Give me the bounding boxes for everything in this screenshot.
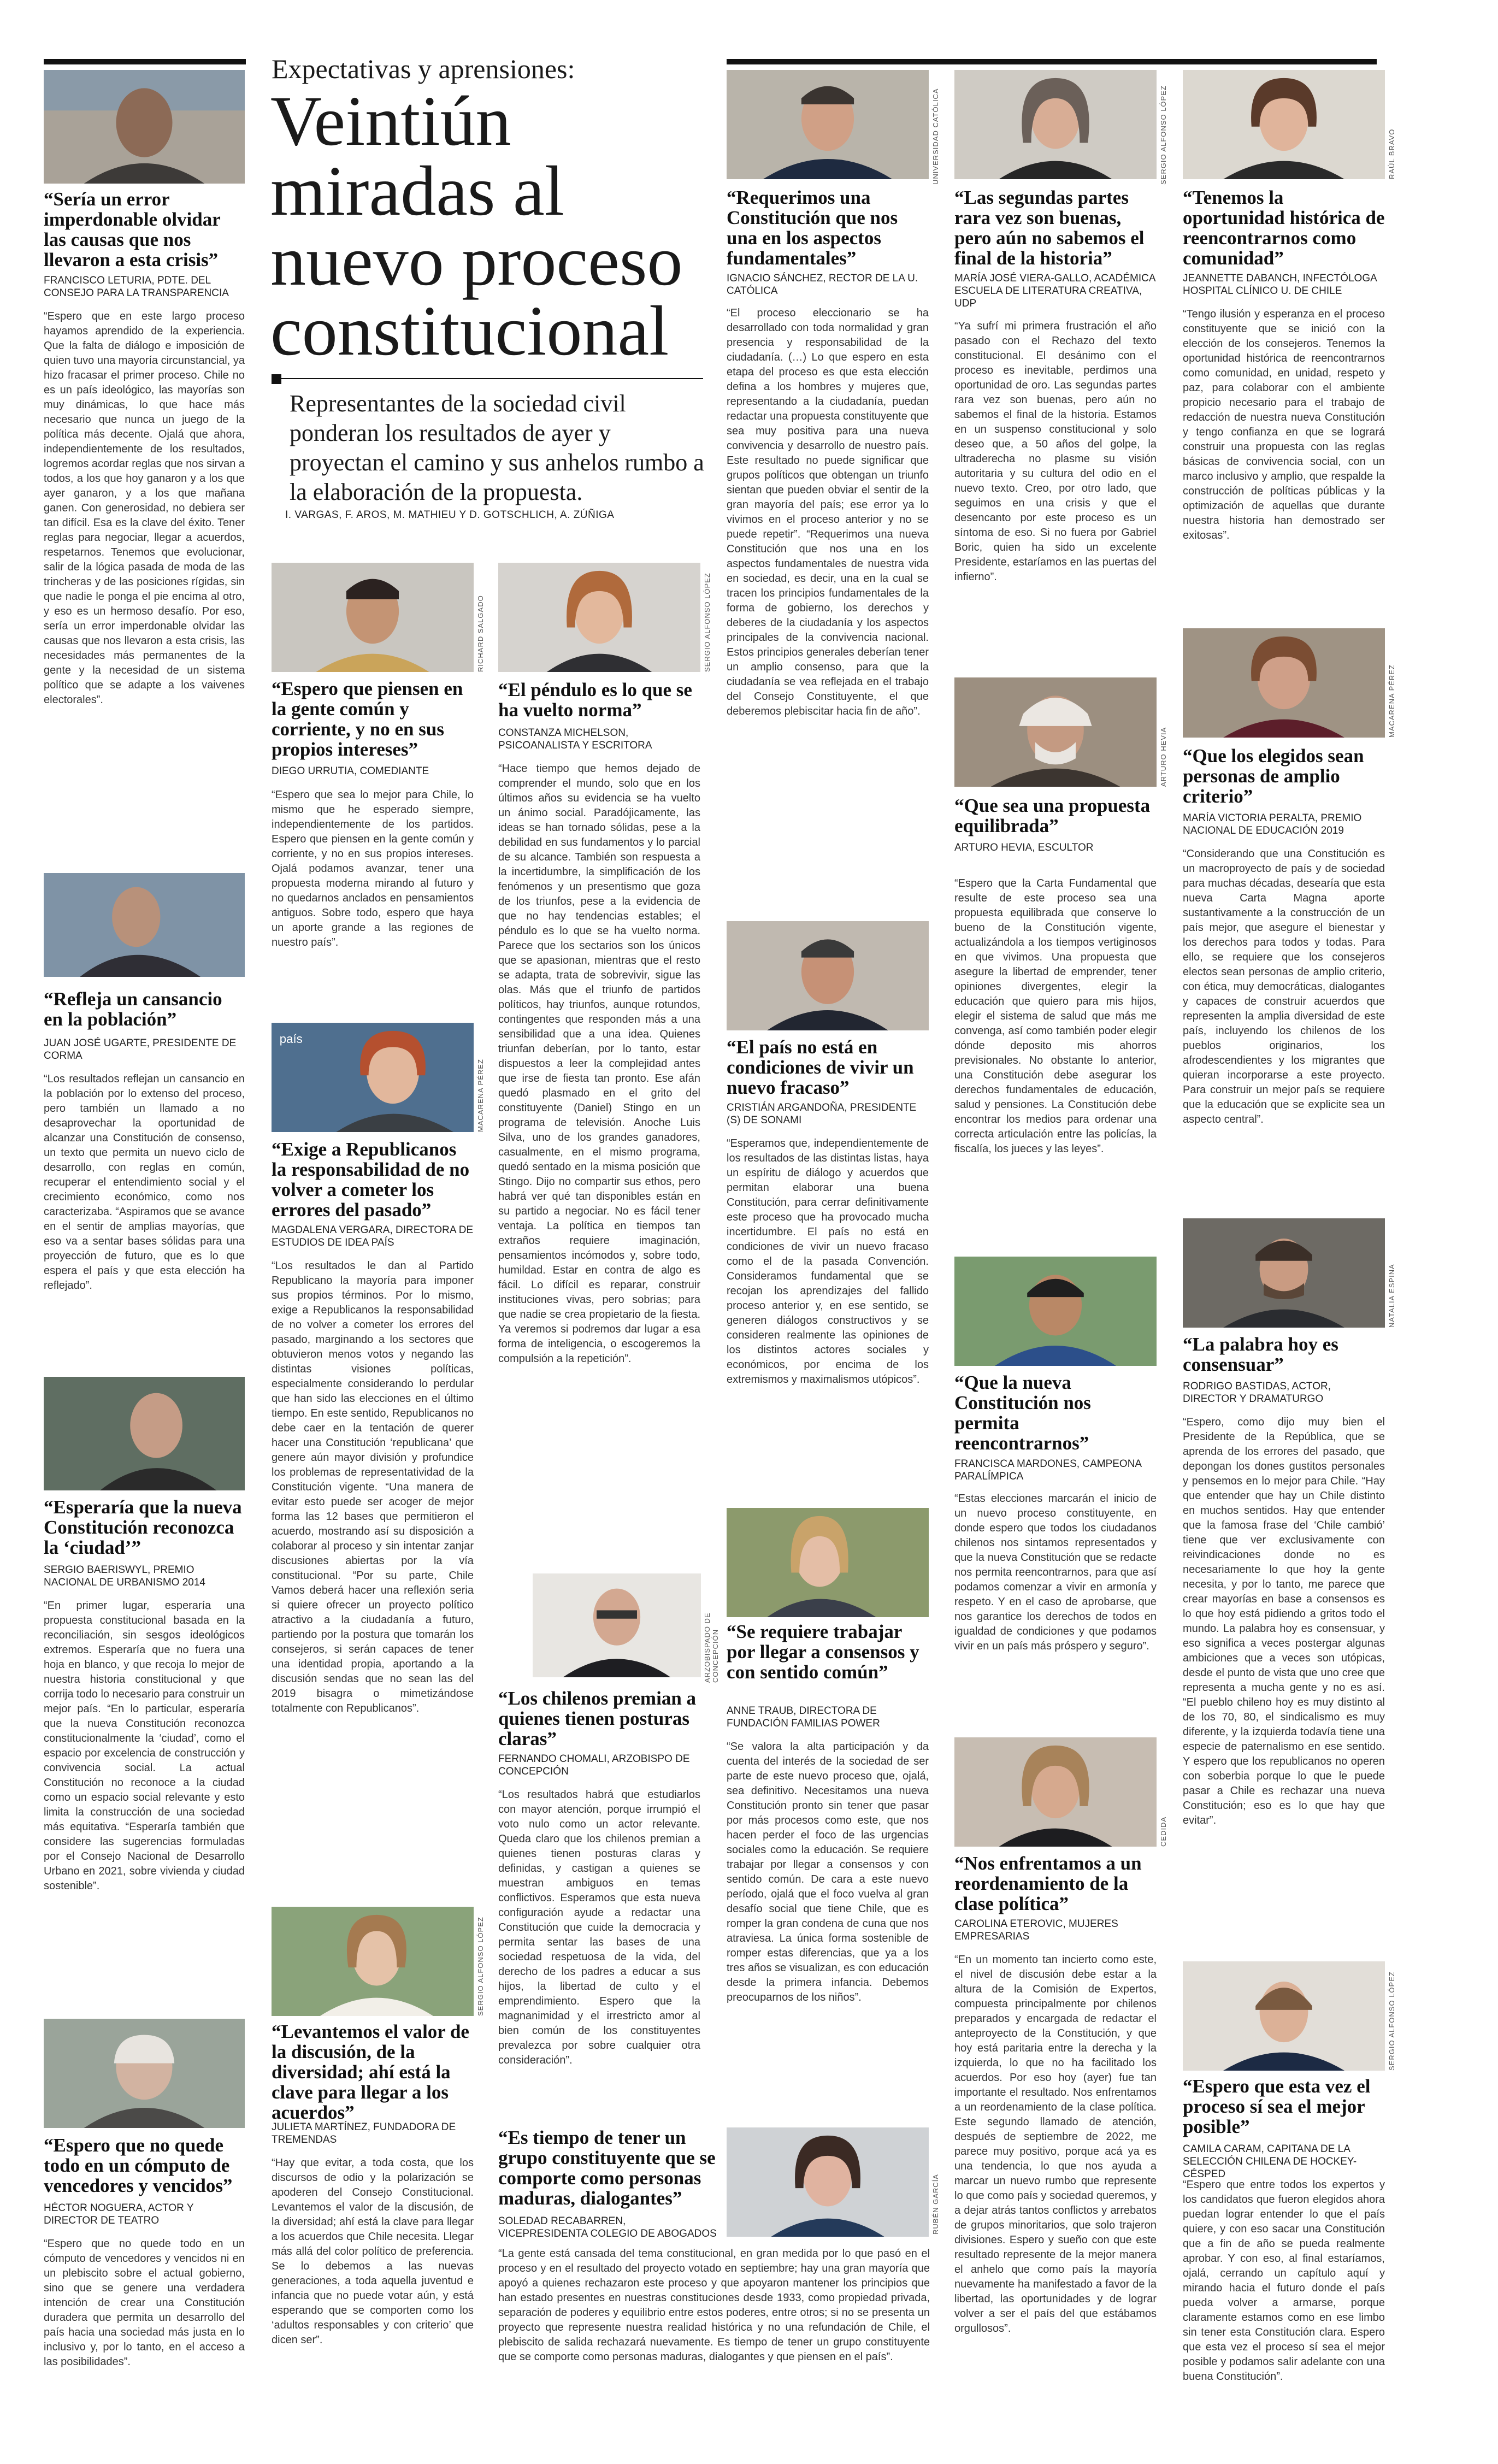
article-author: FRANCISCA MARDONES, CAMPEONA PARALÍMPICA (954, 1458, 1142, 1482)
article-quote: “Es tiempo de tener un grupo constituyente que se comporte como personas maduras, dialogantes” (498, 2127, 716, 2209)
article-quote: “El péndulo es lo que se ha vuelto norma” (498, 679, 692, 721)
article-body: “El proceso eleccionario se ha desarrollado con toda normalidad y gran presencia y responsabilidad de la ciudadanía. (…) Lo que espero en esta etapa del proceso es que esta elección defina a los hombres y mujeres que, representando a la ciudadanía, puedan redactar una propuesta constituyente que sea muy positiva para una nueva convivencia y desarrollo de nuestro país. Este resultado no puede significar que grupos políticos que obtengan un triunfo sientan que pueden obviar el sentir de la gran mayoría del país; ese error ya lo vivimos en el proceso anterior y no se puede repetir”. “Requerimos una nueva Constitución que nos una en los aspectos fundamentales de nuestra vida en sociedad, es decir, una en la cual se tracen los principios fundamentales de la forma de gobierno, los derechos y deberes de la ciudadanía y los aspectos principales de la convivencia nacional. Estos principios generales deberían tener un amplio consenso, para que la ciudadanía se vea reflejada en el trabajo del Consejo Constituyente, el que deberemos plebiscitar hacia fin de año”. (727, 307, 929, 717)
portrait-photo (1183, 628, 1385, 738)
article-quote: “Espero que esta vez el proceso sí sea el mejor posible” (1183, 2076, 1371, 2137)
headline-line: constitucional (270, 292, 669, 370)
article-author: DIEGO URRUTIA, COMEDIANTE (272, 765, 429, 777)
article-quote: “Se requiere trabajar por llegar a consensos y con sentido común” (727, 1621, 919, 1683)
article-body: “Espero que no quede todo en un cómputo de vencedores y vencidos ni en un plebiscito sobre el actual gobierno, sino que se genere una verdadera intención de crear una Constitución duradera que permita un desarrollo del país hacia una sociedad más justa en lo inclusivo y, por lo tanto, en el acceso a las posibilidades”. (44, 2238, 245, 2368)
byline: I. VARGAS, F. AROS, M. MATHIEU Y D. GOTSCHLICH, A. ZÚÑIGA (285, 509, 615, 521)
article-body: “Tengo ilusión y esperanza en el proceso constituyente que se inició con la elección de los consejeros. Tenemos la oportunidad histórica de reencontrarnos como comunidad, en unidad, respeto y paz, para colaborar con el ambiente propicio necesario para el trabajo de redacción de nuestra nueva Constitución y tengo confianza en que se logrará construir una propuesta con las reglas básicas de convivencia social, con un marco inclusivo y amplio, que respalde la construcción de políticas públicas y la optimización de aquellas que durante nuestra historia han demostrado ser exitosas”. (1183, 308, 1385, 541)
article-author: JULIETA MARTÍNEZ, FUNDADORA DE TREMENDAS (272, 2121, 456, 2145)
photo-credit: RUBÉN GARCÍA (931, 2174, 940, 2235)
portrait-photo (272, 1023, 474, 1132)
article-body: “Ya sufrí mi primera frustración el año pasado con el Rechazo del texto constitucional. El desánimo con el proceso es inevitable, perdimos una oportunidad de oro. Las segundas partes rara vez son buenas, pero aún no sabemos el final de la historia. Estamos en un suspenso constitucional y solo deseo que, a 50 años del golpe, la ultraderecha no plasme su visión autoritaria y su cultura del odio en el nuevo texto. Creo, por otro lado, que seguimos en una crisis y que el desencanto por este proceso es un síntoma de eso. Si no fuera por Gabriel Boric, quien ha sido un excelente Presidente, estaríamos en las puertas del infierno”. (954, 320, 1157, 583)
article-quote: “La palabra hoy es consensuar” (1183, 1334, 1338, 1375)
article-author: SERGIO BAERISWYL, PREMIO NACIONAL DE URBANISMO 2014 (44, 1564, 205, 1588)
article-body: “La gente está cansada del tema constitucional, en gran medida por lo que pasó en el proceso y en el resultado del proyecto votado en septiembre; hay una gran mayoría que apoyó a quienes rechazaron este proceso y que apoyaron mantener los principios que han estado presentes en nuestras constituciones desde 1933, como propiedad privada, separación de poderes y equilibrio entre estos poderes, entre otros; si no se presenta un proyecto que represente nuestra realidad histórica y no una refundación de Chile, el plebiscito de salida rechazará nuevamente. Es tiempo de tener un grupo constituyente que se comporte como personas maduras, dialogantes y que piensen en el país”. (498, 2248, 930, 2363)
photo-credit: UNIVERSIDAD CATÓLICA (931, 88, 940, 185)
article-quote: “Exige a Republicanos la responsabilidad de no volver a cometer los errores del pasado” (272, 1139, 470, 1221)
portrait-photo (272, 1907, 474, 2016)
article-body: “En primer lugar, esperaría una propuesta constitucional basada en la reconciliación, sin sesgos ideológicos extremos. Esperaría que no fuera una hoja en blanco, y que recoja lo mejor de nuestra historia constitucional y que corrija todo lo necesario para construir un mejor país. “En lo particular, esperaría que la nueva Constitución reconozca constitucionalmente la ‘ciudad’, como el espacio por excelencia de construcción y convivencia social. La actual Constitución no reconoce a la ciudad como un espacio social relevante y esto limita la construcción de una sociedad más equitativa. “Esperaría también que considere las sugerencias formuladas por el Consejo Nacional de Desarrollo Urbano en 2021, sobre vivienda y ciudad sostenible”. (44, 1600, 245, 1892)
portrait-photo (727, 921, 929, 1030)
headline-line: miradas al (270, 152, 564, 231)
portrait-photo (727, 1508, 929, 1617)
article-body: “Espero que en este largo proceso hayamos aprendido de la experiencia. Que la falta de diálogo e imposición de quien tuvo una mayoría circunstancial, ya hizo fracasar el primer proceso. Chile no es un país ideológico, las mayorías son muy dinámicas, lo que hace más necesario que nunca un juego de la política más decente. Ojalá que ahora, independientemente de los resultados, logremos acordar reglas que nos sirvan a todos, a los que hoy ganaron y a los que ayer ganaron, y a los que mañana ganen. Con generosidad, no debiera ser tan difícil. Esa es la clave del éxito. Tener reglas para negociar, llegar a acuerdos, respetarnos. Tenemos que evolucionar, salir de la lógica pasada de moda de las trincheras y de las posiciones rígidas, sin que nadie le ponga el pie encima al otro, y eso es un hermoso desafío. Por eso, sería un error imperdonable olvidar las causas que nos llevaron a esta crisis, las necesidades más permanentes de la gente y la necesidad de un sistema político que se adapte a los vaivenes electorales”. (44, 310, 245, 706)
photo-credit: SERGIO ALFONSO LÓPEZ (703, 573, 711, 672)
portrait-photo (272, 563, 474, 672)
article-quote: “Requerimos una Constitución que nos una en los aspectos fundamentales” (727, 187, 898, 269)
portrait-photo (1183, 70, 1385, 179)
article-quote: “Nos enfrentamos a un reordenamiento de la clase política” (954, 1853, 1142, 1914)
article-author: ANNE TRAUB, DIRECTORA DE FUNDACIÓN FAMILIAS POWER (727, 1705, 880, 1729)
standfirst-rule (272, 378, 703, 379)
portrait-photo (954, 1737, 1157, 1847)
article-author: MARÍA VICTORIA PERALTA, PREMIO NACIONAL DE EDUCACIÓN 2019 (1183, 812, 1362, 836)
article-quote: “Esperaría que la nueva Constitución reconozca la ‘ciudad’” (44, 1496, 242, 1558)
article-body: “Estas elecciones marcarán el inicio de un nuevo proceso constituyente, en donde espero que todos los ciudadanos chilenos nos sintamos representados y que la nueva Constitución que se redacte nos permita reencontrarnos, para que así podamos comenzar a vivir en armonía y respeto. Y en el caso de aprobarse, que nos garantice los derechos de todos en igualdad de condiciones y que podamos vivir en un país más próspero y seguro”. (954, 1493, 1157, 1652)
portrait-photo (954, 1257, 1157, 1366)
photo-credit: MACARENA PÉREZ (1388, 664, 1396, 738)
article-author: JUAN JOSÉ UGARTE, PRESIDENTE DE CORMA (44, 1038, 237, 1062)
article-author: FERNANDO CHOMALI, ARZOBISPO DE CONCEPCIÓN (498, 1753, 690, 1777)
portrait-photo (727, 2127, 929, 2237)
article-author: ARTURO HEVIA, ESCULTOR (954, 842, 1094, 853)
article-body: “Los resultados reflejan un cansancio en la población por lo extenso del proceso, pero también un llamado a no desaprovechar la oportunidad de alcanzar una Constitución de consenso, un texto que permita un nuevo ciclo de desarrollo, con reglas en común, recuperar el entendimiento social y el crecimiento económico, como nos caracterizaba. “Aspiramos que se avance en el sentir de amplias mayorías, que eso va a sentar bases sólidas para una proyección de futuro, que es lo que espera el país y que esta elección ha reflejado”. (44, 1073, 245, 1292)
portrait-photo (954, 677, 1157, 787)
article-body: “Hay que evitar, a toda costa, que los discursos de odio y la polarización se apoderen del Consejo Constitucional. Levantemos el valor de la discusión, de la diversidad; ahí está la clave para llegar a los acuerdos que Chile necesita. Llegar más allá del color político de preferencia. Se lo debemos a las nuevas generaciones, a toda aquella juventud e infancia que no puede votar aún, y está esperando que se comporten como los ‘adultos responsables y con criterio’ que dicen ser”. (272, 2157, 474, 2346)
article-quote: “Los chilenos premian a quienes tienen posturas claras” (498, 1688, 697, 1749)
portrait-photo (498, 563, 700, 672)
article-author: RODRIGO BASTIDAS, ACTOR, DIRECTOR Y DRAMATURGO (1183, 1381, 1331, 1405)
photo-credit: MACARENA PÉREZ (476, 1059, 485, 1132)
article-quote: “Las segundas partes rara vez son buenas, pero aún no sabemos el final de la historia” (954, 187, 1145, 269)
article-body: “Los resultados le dan al Partido Republicano la mayoría para imponer sus propios términos. Por lo mismo, exige a Republicanos la responsabilidad de no volver a cometer los errores del pasado, marginando a los sectores que obtuvieron menos votos y negando las distintas visiones políticas, especialmente considerando lo perdular que han sido las elecciones en el último tiempo. En este sentido, Republicanos no debe caer en la tentación de querer hacer una Constitución ‘republicana’ que genere aún mayor división y profundice los problemas de representatividad de la Constitución vigente. “Una manera de evitar esto puede ser acoger de mejor forma las 12 bases que permitieron el acuerdo, mostrando así su disposición a colaborar al proceso y sin intentar zanjar discusiones abiertas por la vía constitucional. “Por su parte, Chile Vamos deberá hacer una reflexión seria si quiere ofrecer un proyecto político atractivo a la ciudadanía a futuro, partiendo por la postura que tomarán los consejeros, si serán capaces de tener una identidad propia, aportando a la discusión sendas que no sean las del 2019 bisagra o mimetizándose totalmente con Republicanos”. (272, 1260, 474, 1714)
portrait-photo (44, 873, 245, 977)
headline-line: nuevo proceso (270, 222, 683, 300)
article-quote: “Espero que no quede todo en un cómputo de vencedores y vencidos” (44, 2135, 233, 2196)
article-quote: “Que sea una propuesta equilibrada” (954, 795, 1151, 836)
photo-credit: RAÚL BRAVO (1388, 128, 1396, 179)
article-quote: “Levantemos el valor de la discusión, de la diversidad; ahí está la clave para llegar a los acuerdos” (272, 2021, 469, 2123)
article-body: “Los resultados habrá que estudiarlos con mayor atención, porque irrumpió el voto nulo como un actor relevante. Queda claro que los chilenos premian a quienes tienen posturas claras y definidas, y castigan a quienes se muestran ambiguos en temas conflictivos. Esperamos que esta nueva configuración ayude a redactar una Constitución que cuide la democracia y permita sentar las bases de una sociedad respetuosa de la vida, del derecho de los padres a educar a sus hijos, la libertad de culto y el emprendimiento. Espero que la magnanimidad y el irrestricto amor al bien común de los constituyentes prevalezca por sobre cualquier otra consideración”. (498, 1789, 700, 2066)
article-body: “Se valora la alta participación y da cuenta del interés de la sociedad de ser parte de este nuevo proceso que, ojalá, sea definitivo. Necesitamos una nueva Constitución pronto sin tener que pasar por más procesos como este, que nos hacen perder el foco de las urgencias sociales como la educación. Se requiere trabajar por llegar a consensos y con sentido común. De cara a este nuevo período, ojalá que el foco vuelva al gran desafío social que tiene Chile, que es romper la gran condena de cuna que nos atraviesa. La única forma sostenible de romper estas diferencias, que ya a los tres años se visualizan, es con educación desde la primera infancia. Debemos preocuparnos de los niños”. (727, 1741, 929, 2003)
photo-credit: CEDIDA (1159, 1816, 1167, 1847)
article-author: CAMILA CARAM, CAPITANA DE LA SELECCIÓN CHILENA DE HOCKEY-CÉSPED (1183, 2143, 1357, 2180)
article-author: CONSTANZA MICHELSON, PSICOANALISTA Y ESCRITORA (498, 727, 652, 751)
article-author: CRISTIÁN ARGANDOÑA, PRESIDENTE (S) DE SONAMI (727, 1102, 917, 1126)
photo-credit: NATALIA ESPINA (1388, 1264, 1396, 1328)
portrait-photo (1183, 1961, 1385, 2071)
photo-credit: SERGIO ALFONSO LÓPEZ (1159, 85, 1167, 185)
photo-credit: SERGIO ALFONSO LÓPEZ (476, 1917, 485, 2016)
article-body: “En un momento tan incierto como este, el nivel de discusión debe estar a la altura de la Comisión de Expertos, compuesta principalmente por chilenos preparados y encargada de redactar el anteproyecto de la Constitución, y que hoy está paritaria entre la derecha y la izquierda, lo que no ha facilitado los acuerdos. Por eso hoy (ayer) fue tan importante el resultado. Nos enfrentamos a un reordenamiento de la clase política. Este segundo llamado de atención, después de septiembre de 2022, me parece muy positivo, porque acá ya es una tendencia, lo que nos ayuda a marcar un nuevo rumbo que represente lo que como país y sociedad queremos, y a dejar atrás tantos conflictos y arrebatos de grupos minoritarios, que solo trajeron divisiones. Espero y sueño con que este resultado represente de la mejor manera el anhelo que como país la mayoría nuevamente ha manifestado a favor de la libertad, las oportunidades y de lograr volver a ser el país del que estábamos orgullosos”. (954, 1954, 1157, 2335)
article-author: FRANCISCO LETURIA, PDTE. DEL CONSEJO PARA LA TRANSPARENCIA (44, 275, 229, 299)
article-author: JEANNETTE DABANCH, INFECTÓLOGA HOSPITAL CLÍNICO U. DE CHILE (1183, 273, 1377, 297)
article-quote: “Sería un error imperdonable olvidar las causas que nos llevaron a esta crisis” (44, 188, 221, 270)
article-body: “Espero, como dijo muy bien el Presidente de la República, que se aprenda de los errores del pasado, que depongan los dones gustitos personales y pensemos en lo mejor para Chile. “Hay que entender que hay un Chile distinto en muchos sentidos. Hay que entender que la famosa frase del ‘Chile cambió’ tiene que ver exclusivamente con reivindicaciones donde no es necesariamente lo que hoy la gente necesita, y por lo tanto, me parece que crear mayorías en base a consensos es lo que hoy está pidiendo a gritos todo el mundo. La palabra hoy es consensuar, y eso significa a veces postergar algunas ambiciones que a veces son utópicas, desde el punto de vista que uno cree que representa a mucha gente y no es así. “El pueblo chileno hoy es muy distinto al de los 70, 80, el sindicalismo es muy diferente, y la izquierda todavía tiene una especie de paternalismo en ese sentido. Y espero que los republicanos no operen con soberbia porque lo que le puede pasar a Chile es rechazar una nueva Constitución; eso es lo que hay que evitar”. (1183, 1416, 1385, 1826)
article-author: CAROLINA ETEROVIC, MUJERES EMPRESARIAS (954, 1918, 1118, 1942)
portrait-photo (727, 70, 929, 179)
article-body: “Espero que la Carta Fundamental que resulte de este proceso sea una propuesta equilibrada que conserve lo bueno de la Constitución vigente, actualizándola a los tiempos vertiginosos en que vivimos. Una propuesta que asegure la libertad de emprender, tener opiniones divergentes, elegir la educación que quiero para mis hijos, elegir el sistema de salud que más me convenga, así como también poder elegir dónde deposito mis ahorros previsionales. No obstante lo anterior, una Constitución debe asegurar los derechos fundamentales de educación, salud y pensiones. La Constitución debe encontrar los medios para ordenar una correcta articulación entre las policías, la fiscalía, los jueces y las leyes”. (954, 877, 1157, 1155)
bullet-icon (272, 374, 281, 384)
article-author: IGNACIO SÁNCHEZ, RECTOR DE LA U. CATÓLICA (727, 273, 918, 297)
portrait-photo (44, 1377, 245, 1490)
article-body: “Hace tiempo que hemos dejado de comprender el mundo, solo que en los últimos años su evidencia se ha vuelto un ánimo social. Paradójicamente, las ideas se han tornado sólidas, pese a la debilidad en sus fundamentos y lo parcial de su alcance. También son respuesta a la incertidumbre, la simplificación de los fenómenos y un presentismo que goza de los triunfos, pese a la evidencia de que no hay tendencias estables; el péndulo es lo que se ha vuelto norma. Parece que los sectarios son los únicos que se apasionan, mientras que el resto se adapta, trata de sobrevivir, sigue las olas. Más que el triunfo de partidos políticos, hay triunfos, aunque rotundos, contingentes que responden más a una sensibilidad que a una idea. Quienes triunfan deberían, por lo tanto, estar dispuestos a leer la complejidad antes que irse de fiesta tan pronto. Ese afán quedó plasmado en el grito del constituyente (Daniel) Stingo en un programa de televisión. Anoche Luis Silva, uno de los grandes ganadores, casualmente, en el mismo programa, quedó sentado en la misma posición que Stingo. Dijo no compartir sus ethos, pero habrá ver qué tan disponibles están en su partido a negociar. No es fácil tener ventaja. La política en tiempos tan extraños requiere imaginación, pensamientos incómodos y, sobre todo, humildad. Estar en contra de algo es fácil. Lo difícil es reparar, construir instituciones vivas, pero sobrias; para que nadie se crea propietario de la fiesta. Ya veremos si podremos dar lugar a esa forma de inteligencia, o escogeremos la compulsión a la repetición”. (498, 763, 700, 1365)
svg-text:país: país (279, 1032, 303, 1046)
photo-credit: SERGIO ALFONSO LÓPEZ (1388, 1971, 1396, 2071)
headline (270, 82, 718, 370)
top-rule-left (44, 59, 246, 64)
article-body: “Espero que sea lo mejor para Chile, lo mismo que he esperado siempre, independientemente de los partidos. Espero que piensen en la gente común y corriente, y no en sus propios intereses. Ojalá podamos avanzar, tener una propuesta moderna mirando al futuro y no quedarnos anclados en pensamientos antiguos. Sobre todo, espero que haya un aporte grande a las regiones de nuestro país”. (272, 789, 474, 948)
photo-credit: RICHARD SALGADO (476, 595, 485, 672)
photo-credit: ARTURO HEVIA (1159, 727, 1167, 787)
kicker: Expectativas y aprensiones: (272, 54, 575, 84)
portrait-photo (44, 2019, 245, 2128)
article-author: HÉCTOR NOGUERA, ACTOR Y DIRECTOR DE TEATRO (44, 2202, 194, 2226)
article-quote: “Espero que piensen en la gente común y corriente, y no en sus propios intereses” (272, 678, 463, 760)
article-quote: “Que la nueva Constitución nos permita reencontrarnos” (954, 1372, 1091, 1454)
headline-line: Veintiún (270, 82, 511, 161)
article-author: MAGDALENA VERGARA, DIRECTORA DE ESTUDIOS DE IDEA PAÍS (272, 1224, 474, 1248)
portrait-photo (954, 70, 1157, 179)
article-author: MARÍA JOSÉ VIERA-GALLO, ACADÉMICA ESCUELA DE LITERATURA CREATIVA, UDP (954, 273, 1155, 309)
article-quote: “El país no está en condiciones de vivir un nuevo fracaso” (727, 1036, 914, 1098)
article-body: “Espero que entre todos los expertos y los candidatos que fueron elegidos ahora puedan lograr entender lo que el país quiere, y con eso sacar una Constitución que a fin de año se pueda realmente aprobar. Y con eso, al final estaríamos, ojalá, cerrando un capítulo aquí y mirando hacia el futuro donde el país pueda volver a armarse, porque claramente estamos como en ese limbo sin tener esta Constitución clara. Espero que esta vez el proceso sí sea el mejor posible y podamos salir adelante con una buena Constitución”. (1183, 2179, 1385, 2383)
portrait-photo (1183, 1218, 1385, 1328)
top-rule-right (727, 59, 1377, 64)
standfirst: Representantes de la sociedad civil ponderan los resultados de ayer y proyectan el camino y sus anhelos rumbo a la elaboración de la propuesta. (290, 390, 704, 505)
portrait-photo (533, 1573, 701, 1677)
article-quote: “Tenemos la oportunidad histórica de reencontrarnos como comunidad” (1183, 187, 1385, 269)
article-body: “Considerando que una Constitución es un macroproyecto de país y de sociedad para muchas décadas, desearía que esta nueva Carta Magna aporte sustantivamente a la construcción de un país mejor, que asegure el bienestar y los derechos para todos y todas. Para ello, se requiere que los consejeros electos sean personas de amplio criterio, con ética, muy democráticas, dialogantes y capaces de construir acuerdos que representen la amplia diversidad de este país, incluyendo los chilenos de los pueblos originarios, los afrodescendientes y los migrantes que quieran incorporarse a este proyecto. Para construir un mejor país se requiere que la educación que se explicite sea un aspecto central”. (1183, 848, 1385, 1125)
article-quote: “Que los elegidos sean personas de amplio criterio” (1183, 745, 1364, 807)
photo-credit: ARZOBISPADO DE CONCEPCIÓN (703, 1612, 719, 1683)
article-body: “Esperamos que, independientemente de los resultados de las distintas listas, haya un espíritu de diálogo y acuerdos que permitan elaborar una buena Constitución, para cerrar definitivamente este proceso que ha provocado mucha incertidumbre. El país no está en condiciones de vivir un nuevo fracaso como el de la pasada Convención. Consideramos fundamental que se recojan los aprendizajes del fallido proceso anterior y, en ese sentido, se generen diálogos constructivos y se consideren realmente las opiniones de los distintos actores sociales y económicos, por encima de los extremismos y maximalismos utópicos”. (727, 1137, 929, 1386)
article-author: SOLEDAD RECABARREN, VICEPRESIDENTA COLEGIO DE ABOGADOS (498, 2215, 717, 2239)
article-quote: “Refleja un cansancio en la población” (44, 988, 222, 1030)
portrait-photo (44, 70, 245, 184)
